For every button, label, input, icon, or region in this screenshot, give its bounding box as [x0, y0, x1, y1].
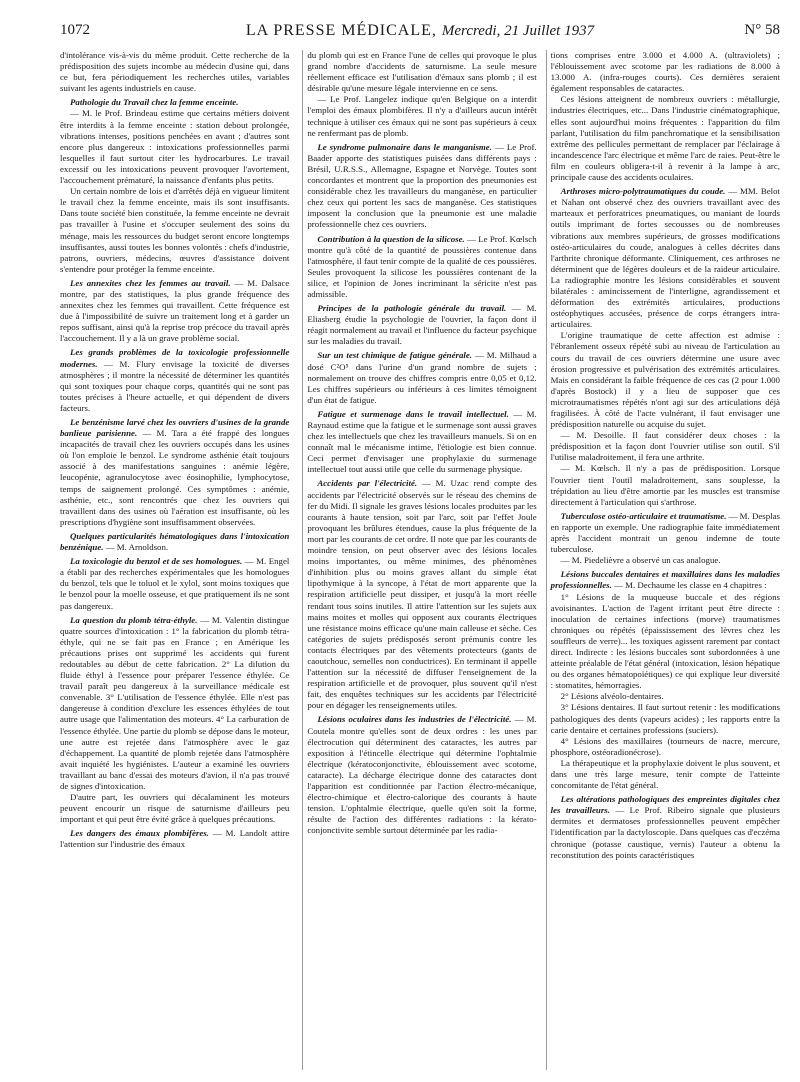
journal-line: [60, 22, 780, 40]
section-heading: Le syndrome pulmonaire dans le manganisme.: [317, 141, 492, 152]
page-number: 1072: [60, 22, 90, 38]
section-heading: La question du plomb tétra-éthyle.: [70, 614, 198, 625]
section-paragraph: [307, 303, 536, 347]
section-paragraph: [551, 511, 780, 555]
column-3: [546, 50, 780, 1070]
section-paragraph: [60, 531, 289, 553]
section-heading: Les altérations pathologiques des empreintes digitales chez les travailleurs.: [550, 794, 780, 816]
section-paragraph: [60, 97, 289, 108]
section-body: — MM. Belot et Nahan ont observé chez des ouvriers travaillant avec des marteaux et perforatrices pneumatiques, ou maniant de lourds outils imprimant de fortes secousses ou de nombreuses vibrations aux membres supérieurs, de grosses modifications ostéo-articulaires du coude, analogues à celles décrites dans l'arthrite chronique déformante. Cliniquement, ces arthroses ne déterminent que de légères douleurs et de la raideur articulaire. La radiographie montre les lésions considérables et souvent bilatérales : amincissement de l'interligne, agrandissement et déformation des extrémités articulaires, productions ostéophytiques accusées, présence de corps étrangers intra-articulaires.: [550, 186, 780, 330]
paragraph: Ces lésions atteignent de nombreux ouvriers : métallurgie, industries électriques, etc... Dans l'industrie cinématographique, elles sont aujourd'hui moins fréquentes : l'apparition du film parlant, l'utilisation du film panchromatique et la sensibilisation extrême des pellicules permettant de remplacer par l'éclairage à incandescence l'arc électrique et même l'arc de raies. Peut-être le film en couleurs obligera-t-il à revenir à la lampe à arc, principale cause des accidents oculaires.: [550, 94, 780, 183]
section-paragraph: [307, 234, 536, 301]
paragraph: 4° Lésions des maxillaires (tourneurs de nacre, mercure, phosphore, ostéoradionécrose).: [550, 735, 780, 757]
section-body: — M. Coutela montre qu'elles sont de deux ordres : les unes par électrocution qui déterminent des cataractes, les autres par exposition à l'étincelle électrique qui détermine l'ophtalmie électrique (kératoconjonctivite, éblouissement avec scotome, cataracte). La décharge électrique donne des cataractes dont l'apparition est conditionnée par l'action électro-mécanique, électro-chimique et électro-calorique des courants à haute tension. L'ophtalmie électrique, quelle qu'en soit la forme, résulte de l'action des différentes radiations : la kérato-conjonctivite semble surtout déterminée par les radia-: [307, 714, 537, 836]
section-body: — M. Desplas en rapporte un exemple. Une radiographie faite immédiatement après l'accident montrait un genou indemne de toute tuberculose.: [550, 510, 780, 555]
column-1: [60, 50, 293, 1070]
section-heading: Contribution à la question de la silicose.: [317, 233, 465, 244]
section-heading: Fatigue et surmenage dans le travail intellectuel.: [317, 408, 509, 419]
journal-title: LA PRESSE MÉDICALE,: [245, 22, 437, 39]
section-heading: Les dangers des émaux plombifères.: [70, 828, 209, 839]
paragraph: d'intolérance vis-à-vis du même produit. Cette recherche de la prédisposition des sujets incombe au médecin d'usine qui, dans ce but, fera périodiquement les recherches utiles, variables suivant les agents industriels en cause.: [60, 50, 290, 94]
section-paragraph: [60, 615, 289, 793]
section-heading: Principes de la pathologie générale du travail.: [317, 303, 507, 314]
section-heading: Tuberculose ostéo-articulaire et traumatisme.: [560, 510, 727, 521]
section-heading: Les annexites chez les femmes au travail.: [70, 277, 231, 288]
section-paragraph: [307, 478, 536, 711]
issue-number: N° 58: [744, 22, 780, 38]
section-body: — M. Landolt attire l'attention sur l'industrie des émaux: [60, 828, 290, 850]
issue-date: Mercredi, 21 Juillet 1937: [441, 23, 595, 39]
section-heading: La toxicologie du benzol et de ses homologues.: [70, 556, 243, 567]
section-paragraph: [307, 409, 536, 476]
paragraph: 1° Lésions de la muqueuse buccale et des régions avoisinantes. L'action de l'agent irritant peut être directe : inoculation de certaines infections (morve) traumatismes chroniques ou répétés (épaississement des lèvres chez les souffleurs de verre)... les toxiques agissent rarement par contact direct. Indirecte : les lésions buccales sont subordonnées à une atteinte préalable de l'état général (intoxication, lésion hépatique ou des organes hématopoïétiques) ce qui explique leur diversité : stomatites, hémorragies.: [550, 591, 780, 691]
section-paragraph: [307, 142, 536, 231]
paragraph: 3° Lésions dentaires. Il faut surtout retenir : les modifications pathologiques des dents (vapeurs acides) ; les rapports entre la carie dentaire et certaines professions (suciers).: [550, 702, 780, 735]
section-heading: Arthroses micro-polytraumatiques du coude.: [560, 186, 726, 197]
article-columns: [60, 50, 780, 1070]
section-paragraph: [60, 556, 289, 611]
paragraph: — Le Prof. Langelez indique qu'en Belgique on a interdit l'emploi des émaux plombifères. Il n'y a d'ailleurs aucun intérêt technique à utiliser ces émaux qui ne sont pas supérieurs à ceux ne renfermant pas de plomb.: [307, 94, 537, 138]
section-body: — M. Milhaud a dosé C²O⁵ dans l'urine d'un grand nombre de sujets ; normalement on trouve des chiffres compris entre 0,05 et 0,12. Les chiffres supérieurs ou inférieurs à ces limites témoignent d'un état de fatigue.: [307, 350, 537, 405]
section-paragraph: [60, 347, 289, 414]
section-body: — M. Flury envisage la toxicité de diverses atmosphères ; il montre la nécessité de déterminer les quantités qui sont toxiques pour chaque corps, quantités qui ne sont pas toutes précises à l'heure actuelle, et qui dépendent de divers facteurs.: [60, 358, 290, 413]
section-heading: Les grands problèmes de la toxicologie professionnelle modernes.: [60, 347, 290, 369]
section-body: — Le Prof. Baader apporte des statistiques puisées dans différents pays : Brésil, U.R.S.S., Allemagne, Espagne et Norvège. Toutes sont concordantes et montrent que la proportion des pneumonies est considérable chez les travailleurs du manganèse, en particulier chez ceux qui portent les sacs de manganèse. Ces statistiques imposent la conclusion que la pneumonie est une maladie professionnelle chez ces ouvriers.: [307, 141, 537, 230]
section-body: — M. Tara a été frappé des longues incapacités de travail chez les ouvriers occupés dans les usines où l'on emploie le benzol. Le syndrome asthénie était toujours associé à des manifestations sanguines : anémie légère, leucopénie, agranulocytose avec éosinophilie, lymphocytose, temps de saignement prolongé. Ces symptômes : anémie, asthénie, etc., sont rencontrés que chez les ouvriers qui travaillent dans des usines où l'aération est insuffisante, où les prescriptions d'hygiène sont insuffisamment observées.: [60, 428, 290, 527]
section-heading: Pathologie du Travail chez la femme enceinte.: [70, 97, 239, 108]
section-body: — M. Dalsace montre, par des statistiques, la plus grande fréquence des annexites chez les femmes qui travaillent. Cette fréquence est due à l'impossibilité de suivre un traitement long et à garder un repos suffisant, ainsi qu'à la reprise trop précoce du travail après l'accouchement. Il y a là un grave problème social.: [60, 277, 290, 344]
paragraph: — M. le Prof. Brindeau estime que certains métiers doivent être interdits à la femme enceinte : station debout prolongée, vibrations intenses, positions penchées en avant ; d'autres sont encore plus dangereux : intoxications professionnelles parmi lesquelles il faut surtout citer les hydrocarbures. Le travail excessif ou les intoxications peuvent provoquer l'avortement, l'accouchement prématuré, la naissance d'enfants plus petits.: [60, 108, 290, 186]
paragraph: — M. Kœlsch. Il n'y a pas de prédisposition. Lorsque l'ouvrier tient l'outil maladroitement, sans souplesse, la trépidation au lieu d'être amortie par les muscles est transmise directement à l'articulation qui s'arthrose.: [550, 463, 780, 507]
paragraph: — M. Desoille. Il faut considérer deux choses : la prédisposition et la façon dont l'ouvrier utilise son outil. S'il l'utilise maladroitement, il fera une arthrite.: [550, 430, 780, 463]
section-body: — M. Eliasberg étudie la psychologie de l'ouvrier, la façon dont il réagit normalement au travail et l'influence du facteur psychique sur les maladies du travail.: [307, 303, 537, 347]
paragraph: — M. Piedelièvre a observé un cas analogue.: [560, 555, 721, 566]
section-heading: Accidents par l'électricité.: [317, 478, 418, 489]
section-body: — M. Valentin distingue quatre sources d'intoxication : 1° la fabrication du plomb tétra-éthyle, qui ne se fait pas en France ; en Amérique les précautions prises ont supprimé les accidents qui furent redoutables au début de cette fabrication. 2° La dilution du fluide éthyl à l'essence pour préparer l'essence éthylée. Ce travail paraît peu dangereux à la surveillance médicale est convenable. 3° L'utilisation de l'essence éthylée. Elle n'est pas dangereuse à condition d'exclure les essences éthylées de tout autre usage que l'alimentation des moteurs. 4° La carburation de l'essence éthylée. Une partie du plomb se dépose dans le moteur, une autre est rejetée dans l'atmosphère avec le gaz d'échappement. La quantité de plomb rejetée dans l'atmosphère avait inquiété les hygiénistes. L'auteur a examiné les ouvriers travaillant au banc d'essai des moteurs d'avion, il n'a pas trouvé de signes d'intoxication.: [60, 614, 290, 791]
section-paragraph: [551, 569, 780, 591]
section-paragraph: [307, 714, 536, 836]
paragraph: du plomb qui est en France l'une de celles qui provoque le plus grand nombre d'accidents de saturnisme. La seule mesure réellement efficace est l'utilisation d'émaux sans plomb ; il est désirable qu'une mesure légale intervienne en ce sens.: [307, 50, 537, 94]
section-body: — Le Prof. Kœlsch montre qu'à côté de la quantité de poussières contenue dans l'atmosphère, il faut tenir compte de la qualité de ces poussières. Seules provoquent la silicose les poussières contenant de la silice, et l'opinion de Jones incriminant la séricite n'est pas admissible.: [307, 233, 537, 299]
section-paragraph: [60, 828, 289, 850]
section-body: — M. Engel a établi par des recherches expérimentales que les homologues du benzol, tels que le toluol et le xylol, sont moins toxiques que le benzol pour la moelle osseuse, et que pratiquement ils ne sont pas dangereux.: [60, 556, 290, 611]
paragraph: tions comprises entre 3.000 et 4.000 A. (ultraviolets) ; l'éblouissement avec scotome par les radiations de 8.000 à 13.000 A. (infra-rouges courts). Ces dernières seraient également responsables de cataractes.: [550, 50, 780, 94]
section-heading: Quelques particularités hématologiques dans l'intoxication benzénique.: [60, 530, 290, 553]
section-heading: Lésions oculaires dans les industries de l'électricité.: [317, 714, 512, 725]
section-paragraph: [307, 350, 536, 405]
paragraph: Un certain nombre de lois et d'arrêtés déjà en vigueur limitent le travail chez la femme enceinte, mais ils sont insuffisants. Dans toute société bien constituée, la femme enceinte ne devrait pas travailler à l'usine et s'occuper seulement des soins du ménage, mais les ressources du budget seront encore longtemps insuffisantes, aussi toutes les bonnes volontés : chefs d'industrie, patrons, ouvriers, médecins, œuvres d'assistance doivent s'entendre pour protéger la femme enceinte.: [60, 186, 290, 274]
section-body: — Le Prof. Ribeiro signale que plusieurs dermites et dermatoses professionnelles peuvent empêcher l'identification par la dactyloscopie. Dans quelques cas d'eczéma chronique (potasse caustique, vernis) l'auteur a obtenu la reconstitution des points caractéristiques: [550, 805, 780, 860]
paragraph: 2° Lésions alvéolo-dentaires.: [560, 691, 664, 702]
section-body: — M. Uzac rend compte des accidents par l'électricité observés sur le réseau des chemins de fer du Midi. Il signale les graves lésions locales produites par les courants à haute tension, soit par l'arc, soit par l'effet Joule provoquant les brûlures étendues, cause la plus fréquente de la mort par les courants de cet ordre. Il note que par les courants de moindre tension, on peut observer avec des lésions locales moins importantes, ou même minimes, des phénomènes d'inhibition plus ou moins graves allant du simple état lipothymique à la syncope, à l'état de mort apparente que la respiration artificielle peut dissiper, et jusqu'à la mort réelle rendant tous soins inutiles. Il attire l'attention sur les sujets aux mains moites et molles qui opposent aux courants électriques une résistance moins efficace qu'une main calleuse et sèche. Ces catégories de sujets prédisposés seront prémunis contre les contacts électriques par des vêtements protecteurs (gants de caoutchouc, semelles non conductrices). En terminant il appelle l'attention sur la nécessité de diffuser l'enseignement de la respiration artificielle et de provoquer, plus souvent qu'il n'est fait, des enquêtes techniques sur les accidents par l'électricité pour en dégager les renseignements utiles.: [307, 478, 537, 711]
section-body: — M. Arnoldson.: [103, 542, 169, 553]
page-header: [60, 22, 780, 44]
paragraph: D'autre part, les ouvriers qui décalaminent les moteurs peuvent encourir un risque de saturnisme d'ailleurs peu important et qui peut être évité grâce à quelques précautions.: [60, 792, 290, 825]
paragraph: L'origine traumatique de cette affection est admise : l'ébranlement osseux répété subi au niveau de l'articulation au cours du travail de ces ouvriers détermine une usure avec érosion progressive et pulvérisation des extrémités articulaires. Mais en considérant la faible fréquence de ces cas (2 pour 1.000 d'après Bostock) il y a lieu de supposer que ces microtraumatismes répétés n'ont agi sur des articulations déjà fragilisées. À côté de l'acte vulnérant, il faut envisager une prédisposition naturelle ou acquise du sujet.: [550, 330, 780, 430]
paragraph: La thérapeutique et la prophylaxie doivent le plus souvent, et dans une très large mesure, tenir compte de l'atteinte concomitante de l'état général.: [550, 757, 780, 791]
section-body: — M. Raynaud estime que la fatigue et le surmenage sont aussi graves chez les intellectuels que chez les travailleurs manuels. Si on en connaît mal le mécanisme intime, l'étiologie est bien connue. Ceci permet d'envisager une prophylaxie du surmenage intellectuel tout aussi utile que celle du surmenage physique.: [307, 408, 537, 475]
section-paragraph: [60, 417, 289, 528]
section-heading: Sur un test chimique de fatigue générale.: [317, 350, 472, 361]
section-heading: Le benzénisme larvé chez les ouvriers d'usines de la grande banlieue parisienne.: [60, 417, 290, 439]
section-heading: Lésions buccales dentaires et maxillaires dans les maladies professionnelles.: [550, 569, 780, 591]
section-paragraph: [551, 794, 780, 861]
column-2: [302, 50, 536, 1070]
section-paragraph: [60, 278, 289, 345]
section-paragraph: [551, 186, 780, 330]
section-body: — M. Dechaume les classe en 4 chapitres :: [611, 580, 767, 591]
